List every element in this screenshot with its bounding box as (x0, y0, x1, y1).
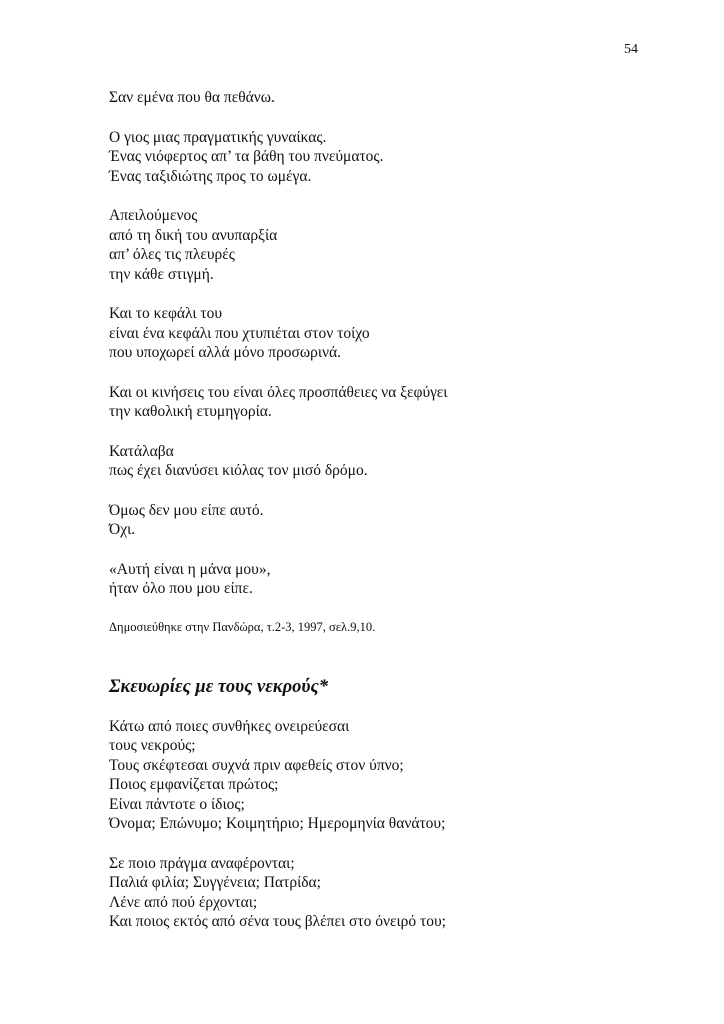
poem-line: Ποιος εμφανίζεται πρώτος; (109, 776, 279, 793)
poem-line: πως έχει διανύσει κιόλας τον μισό δρόμο. (109, 462, 368, 479)
poem-line: Ένας ταξιδιώτης προς το ωμέγα. (109, 167, 312, 185)
poem-line: Σαν εμένα που θα πεθάνω. (109, 89, 275, 106)
poem-line: τους νεκρούς; (109, 737, 196, 754)
poem-2 (109, 675, 669, 932)
poem-line: Όνομα; Επώνυμο; Κοιμητήριο; Ημερομηνία θανάτου; (109, 815, 446, 832)
stanza (109, 304, 669, 363)
stanza (109, 206, 669, 284)
poem-line: Κάτω από ποιες συνθήκες ονειρεύεσαι (109, 717, 350, 735)
stanza (109, 560, 669, 599)
poem-line: Παλιά φιλία; Συγγένεια; Πατρίδα; (109, 874, 321, 891)
poem-line: Και οι κινήσεις του είναι όλες προσπάθειες να ξεφύγει (109, 383, 448, 401)
poem-line: Λένε από πού έρχονται; (109, 893, 258, 911)
poem-line: Όμως δεν μου είπε αυτό. (109, 501, 264, 519)
stanza (109, 88, 669, 108)
poem-line: είναι ένα κεφάλι που χτυπιέται στον τοίχο (109, 324, 370, 342)
poem-line: απ’ όλες τις πλευρές (109, 246, 235, 263)
poem-line: Κατάλαβα (109, 442, 174, 460)
poem-line: Τους σκέφτεσαι συχνά πριν αφεθείς στον ύπνο; (109, 756, 404, 774)
poem-line: Και το κεφάλι του (109, 305, 223, 322)
poem-line: Και ποιος εκτός από σένα τους βλέπει στο όνειρό του; (109, 913, 446, 930)
poem-line: Είναι πάντοτε ο ίδιος; (109, 795, 245, 813)
stanza (109, 854, 669, 932)
stanza (109, 501, 669, 540)
page-content (109, 88, 669, 952)
poem-line: από τη δική του ανυπαρξία (109, 226, 278, 244)
stanza (109, 442, 669, 481)
poem-line: ήταν όλο που μου είπε. (109, 580, 253, 597)
publication-note: Δημοσιεύθηκε στην Πανδώρα, τ.2-3, 1997, σελ.9,10. (109, 619, 376, 634)
stanza (109, 128, 669, 187)
poem-line: την κάθε στιγμή. (109, 265, 214, 283)
poem-1 (109, 88, 669, 635)
poem-line: την καθολική ετυμηγορία. (109, 403, 272, 420)
poem-line: Ένας νιόφερτος απ’ τα βάθη του πνεύματος. (109, 148, 384, 165)
stanza (109, 717, 669, 834)
poem-line: Ο γιος μιας πραγματικής γυναίκας. (109, 128, 327, 146)
poem-line: που υποχωρεί αλλά μόνο προσωρινά. (109, 344, 342, 361)
poem-line: Απειλούμενος (109, 207, 198, 224)
poem-line: Σε ποιο πράγμα αναφέρονται; (109, 854, 295, 872)
poem-line: «Αυτή είναι η μάνα μου», (109, 560, 271, 578)
page-number: 54 (624, 42, 638, 57)
poem-line: Όχι. (109, 521, 136, 538)
poem-title: Σκευωρίες με τους νεκρούς* (109, 676, 328, 697)
stanza (109, 383, 669, 422)
